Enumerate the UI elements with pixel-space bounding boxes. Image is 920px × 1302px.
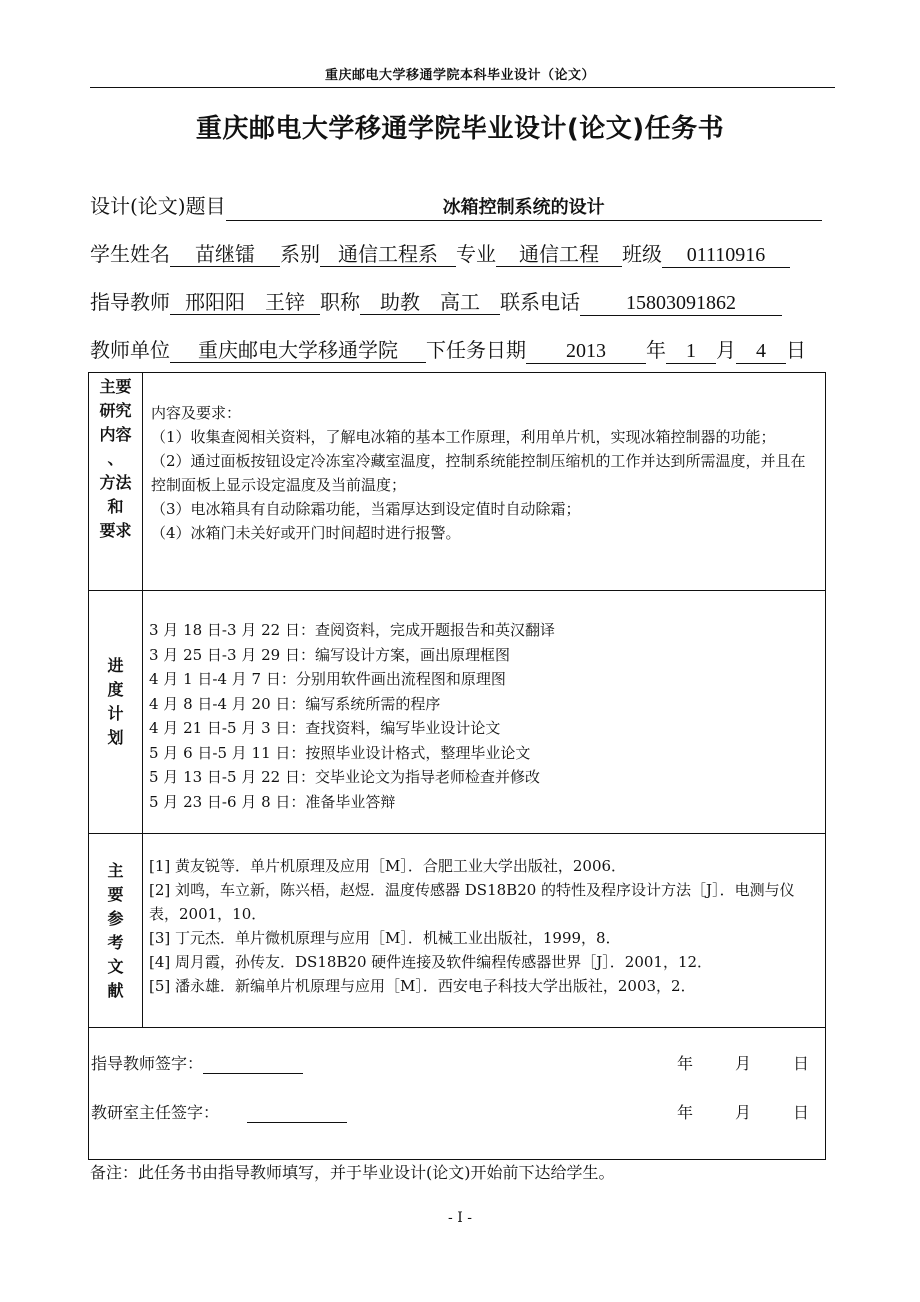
references-label: 主 要 参 考 文 献 — [107, 860, 124, 1000]
schedule-item: 5 月 23 日-6 月 8 日：准备毕业答辩 — [149, 792, 396, 811]
task-table — [88, 372, 826, 1160]
director-signature — [91, 1100, 347, 1123]
schedule-item: 3 月 18 日-3 月 22 日：查阅资料，完成开题报告和英汉翻译 — [149, 621, 555, 639]
signature-row — [89, 1028, 826, 1160]
advisor-signature-label: 指导教师签字： — [91, 1054, 204, 1073]
job-title-label: 职称 — [320, 290, 360, 314]
footnote: 备注：此任务书由指导教师填写，并于毕业设计(论文)开始前下达给学生。 — [90, 1163, 615, 1182]
schedule-content-cell — [143, 591, 826, 834]
schedule-item: 4 月 8 日-4 月 20 日：编写系统所需的程序 — [149, 694, 441, 713]
references-label-cell — [89, 834, 143, 1028]
class-value: 01110916 — [662, 243, 790, 268]
dept-label: 系别 — [280, 242, 320, 266]
unit-value: 重庆邮电大学移通学院 — [170, 338, 426, 363]
requirement-item: （1）收集查阅相关资料，了解电冰箱的基本工作原理，利用单片机，实现冰箱控制器的功能； — [151, 428, 776, 446]
requirement-item: （3）电冰箱具有自动除霜功能，当霜厚达到设定值时自动除霜； — [151, 500, 581, 518]
date-label: 下任务日期 — [426, 338, 526, 362]
requirements-label: 主要 研究 内容 、 方法 和 要求 — [99, 377, 132, 540]
schedule-label: 进 度 计 划 — [107, 656, 124, 747]
signature-cell — [89, 1028, 826, 1160]
schedule-item: 4 月 1 日-4 月 7 日：分别用软件画出流程图和原理图 — [149, 670, 506, 688]
day-label: 日 — [786, 338, 806, 362]
advisor-value: 邢阳阳 王锌 — [170, 290, 320, 315]
date-year-value: 2013 — [526, 339, 646, 364]
date-month-value: 1 — [666, 339, 716, 364]
major-label: 专业 — [456, 242, 496, 266]
requirements-label-cell — [89, 373, 143, 591]
student-label: 学生姓名 — [90, 242, 170, 266]
topic-value: 冰箱控制系统的设计 — [226, 196, 822, 221]
director-signature-blank — [247, 1122, 347, 1123]
phone-label: 联系电话 — [500, 290, 580, 314]
schedule-label-cell — [89, 591, 143, 834]
class-label: 班级 — [622, 242, 662, 266]
schedule-row — [89, 591, 826, 834]
advisor-label: 指导教师 — [90, 290, 170, 314]
requirement-item: （2）通过面板按钮设定冷冻室冷藏室温度，控制系统能控制压缩机的工作并达到所需温度，并且在控制面板上显示设定温度及当前温度； — [151, 452, 806, 494]
requirements-content-cell — [143, 373, 826, 591]
advisor-row — [90, 289, 782, 316]
schedule-item: 5 月 6 日-5 月 11 日：按照毕业设计格式，整理毕业论文 — [149, 743, 531, 762]
requirements-row — [89, 373, 826, 591]
running-header: 重庆邮电大学移通学院本科毕业设计（论文） — [324, 68, 595, 83]
advisor-signature-date: 年 月 日 — [676, 1054, 809, 1073]
reference-item: [1] 黄友锐等．单片机原理及应用［M］．合肥工业大学出版社，2006． — [149, 857, 627, 875]
year-label: 年 — [646, 338, 666, 362]
references-content-cell — [143, 834, 826, 1028]
date-day-value: 4 — [736, 339, 786, 364]
schedule-item: 5 月 13 日-5 月 22 日：交毕业论文为指导老师检查并修改 — [149, 768, 540, 786]
job-title-value: 助教 高工 — [360, 290, 500, 315]
student-value: 苗继镭 — [170, 242, 280, 267]
student-row — [90, 241, 790, 268]
unit-label: 教师单位 — [90, 338, 170, 362]
phone-value: 15803091862 — [580, 291, 782, 316]
topic-label: 设计(论文)题目 — [90, 194, 226, 218]
header-rule — [90, 87, 835, 88]
requirements-heading: 内容及要求： — [151, 404, 242, 422]
month-label: 月 — [716, 338, 736, 362]
reference-item: [4] 周月霞，孙传友．DS18B20 硬件连接及软件编程传感器世界［J］．2001，12． — [149, 953, 713, 971]
requirement-item: （4）冰箱门未关好或开门时间超时进行报警。 — [151, 524, 461, 542]
page-number: - I - — [448, 1210, 472, 1226]
topic-row — [90, 193, 822, 221]
dept-value: 通信工程系 — [320, 242, 456, 267]
schedule-item: 3 月 25 日-3 月 29 日：编写设计方案，画出原理框图 — [149, 645, 510, 664]
advisor-signature-blank — [203, 1073, 303, 1074]
director-signature-label: 教研室主任签字： — [91, 1103, 220, 1122]
references-row — [89, 834, 826, 1028]
schedule-item: 4 月 21 日-5 月 3 日：查找资料，编写毕业设计论文 — [149, 719, 501, 737]
reference-item: [5] 潘永雄．新编单片机原理与应用［M］．西安电子科技大学出版社，2003，2． — [149, 977, 696, 995]
director-signature-date: 年 月 日 — [676, 1103, 809, 1122]
unit-date-row — [90, 337, 806, 364]
major-value: 通信工程 — [496, 242, 622, 267]
reference-item: [2] 刘鸣，车立新，陈兴梧，赵煜．温度传感器 DS18B20 的特性及程序设计方法［J］．电测与仪表，2001，10． — [149, 881, 795, 923]
advisor-signature — [91, 1051, 303, 1074]
reference-item: [3] 丁元杰．单片微机原理与应用［M］．机械工业出版社，1999，8． — [149, 929, 621, 947]
document-title: 重庆邮电大学移通学院毕业设计(论文)任务书 — [195, 114, 725, 144]
